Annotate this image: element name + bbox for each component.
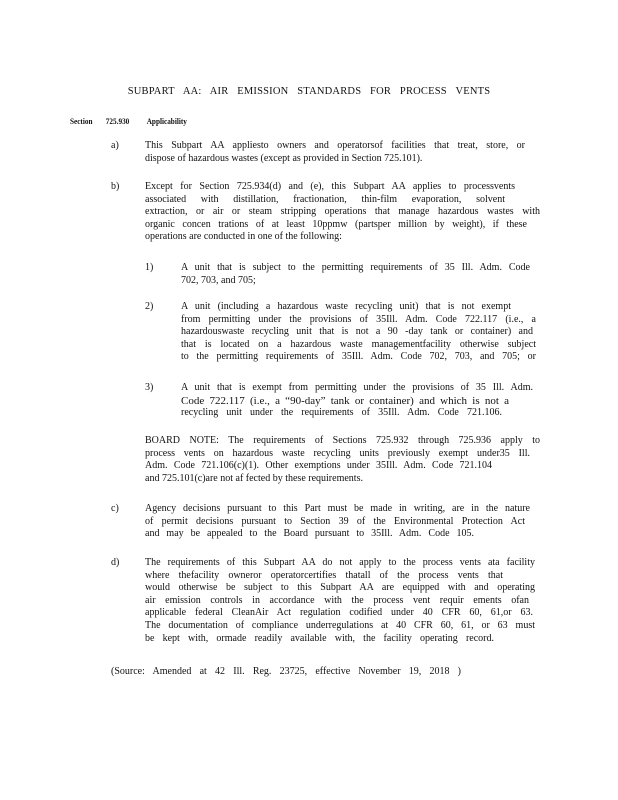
subpart-title: SUBPART AA: AIR EMISSION STANDARDS FOR PROCESS VENTS	[127, 86, 491, 97]
item-a-marker: a)	[111, 140, 119, 151]
item-b2-line: A unit (including a hazardous waste recycling unit) that is not exempt	[181, 301, 511, 312]
board-note-line: process vents on hazardous waste recycling units previously exempt under35 Ill.	[145, 447, 530, 459]
item-b3-marker: 3)	[145, 382, 154, 393]
item-b2-line: from permitting under the provisions of 35Ill. Adm. Code 722.117 (i.e., a	[181, 313, 536, 325]
item-b2-line: that is located on a hazardous waste managementfacility otherwise subject	[181, 338, 536, 350]
item-b3-line: A unit that is exempt from permitting under the provisions of 35 Ill. Adm.	[181, 382, 533, 393]
item-b2-marker: 2)	[145, 301, 154, 312]
item-c-marker: c)	[111, 503, 119, 514]
item-b2-text	[181, 301, 536, 364]
item-a-line: This Subpart AA appliesto owners and operatorsof facilities that treat, store, or	[145, 140, 525, 151]
item-b-line: associated with distillation, fractionation, thin-film evaporation, solvent	[145, 193, 505, 205]
item-d-line: be kept with, ormade readily available with, the facility operating record.	[145, 632, 494, 644]
item-b2-line: hazardouswaste recycling unit that is not a 90 -day tank or container) and	[181, 326, 533, 338]
item-b-line: organic concen trations of at least 10ppmw (partsper million by weight), if these	[145, 218, 527, 230]
item-d-line: where thefacility owneror operatorcertifies thatall of the process vents that	[145, 569, 503, 581]
item-c-text	[145, 503, 530, 541]
item-b1-line: A unit that is subject to the permitting requirements of 35 Ill. Adm. Code	[181, 262, 530, 273]
item-b1-text	[181, 262, 530, 287]
section-heading	[70, 116, 187, 126]
item-c-line: of permit decisions pursuant to Section 39 of the Environmental Protection Act	[145, 515, 525, 527]
section-label: Section	[70, 116, 93, 126]
board-note-line: BOARD NOTE: The requirements of Sections 725.932 through 725.936 apply to	[145, 435, 540, 446]
item-b-line: Except for Section 725.934(d) and (e), this Subpart AA applies to processvents	[145, 181, 515, 192]
board-note	[145, 435, 540, 485]
item-b2-line: to the permitting requirements of 35Ill. Adm. Code 702, 703, and 705; or	[181, 351, 536, 363]
item-b-marker: b)	[111, 181, 120, 192]
source-line: (Source: Amended at 42 Ill. Reg. 23725, effective November 19, 2018 )	[111, 666, 461, 677]
item-a-line: dispose of hazardous wastes (except as provided in Section 725.101).	[145, 152, 423, 164]
item-d-text	[145, 557, 535, 645]
item-b3-line: Code 722.117 (i.e., a “90-day” tank or container) and which is not a	[181, 394, 509, 407]
board-note-line: Adm. Code 721.106(c)(1). Other exemptions under 35Ill. Adm. Code 721.104	[145, 460, 492, 472]
item-d-line: The requirements of this Subpart AA do not apply to the process vents ata facility	[145, 557, 535, 568]
item-c-line: and may be appealed to the Board pursuant to 35Ill. Adm. Code 105.	[145, 528, 474, 540]
item-b-text	[145, 181, 540, 244]
item-b1-marker: 1)	[145, 262, 154, 273]
item-b1-line: 702, 703, and 705;	[181, 274, 256, 286]
item-b-line: operations are conducted in one of the following:	[145, 231, 342, 243]
item-c-line: Agency decisions pursuant to this Part must be made in writing, are in the nature	[145, 503, 530, 514]
item-d-marker: d)	[111, 557, 120, 568]
section-title: Applicability	[146, 116, 187, 126]
item-b3-line: recycling unit under the requirements of 35Ill. Adm. Code 721.106.	[181, 407, 502, 419]
source-note	[111, 666, 461, 679]
item-d-line: would otherwise be subject to this Subpart AA are equipped with and operating	[145, 582, 535, 594]
item-d-line: air emission controls in accordance with the process vent requir ements ofan	[145, 594, 529, 606]
item-a-text	[145, 140, 525, 165]
item-d-line: applicable federal CleanAir Act regulation codified under 40 CFR 60, 61,or 63.	[145, 607, 533, 619]
item-d-line: The documentation of compliance underregulations at 40 CFR 60, 61, or 63 must	[145, 619, 535, 631]
board-note-line: and 725.101(c)are not af fected by these requirements.	[145, 472, 363, 484]
section-number: 725.930	[105, 116, 130, 126]
item-b3-text	[181, 382, 533, 420]
item-b-line: extraction, or air or steam stripping operations that manage hazardous wastes with	[145, 206, 540, 218]
